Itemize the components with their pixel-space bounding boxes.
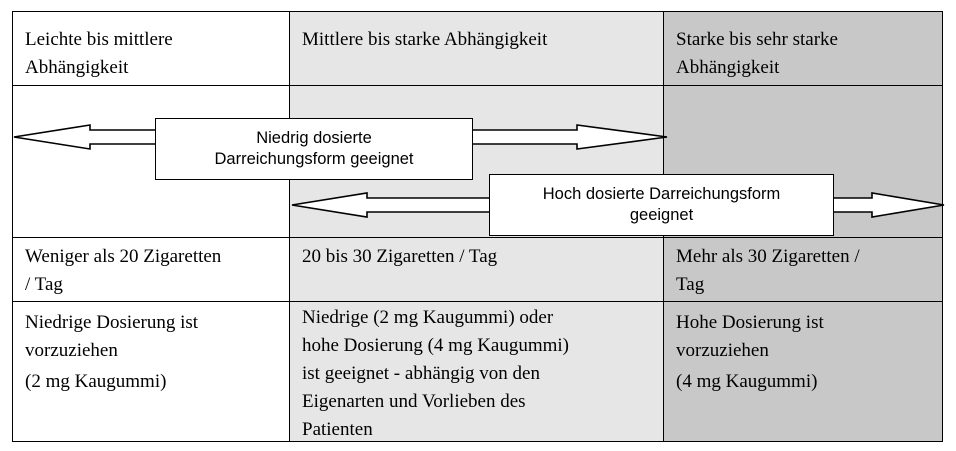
cigarettes-strong-line2: Tag — [676, 274, 705, 295]
dosage-strong-line2: vorzuziehen — [676, 340, 769, 361]
header-strong-line2: Abhängigkeit — [676, 57, 780, 78]
header-light-line1: Leichte bis mittlere — [25, 29, 173, 50]
dosage-strong-line3: (4 mg Kaugummi) — [676, 371, 818, 392]
dosage-medium-line2: hohe Dosierung (4 mg Kaugummi) — [302, 335, 570, 356]
cigarettes-strong-line1: Mehr als 30 Zigaretten / — [676, 246, 860, 267]
header-medium-text: Mittlere bis starke Abhängigkeit — [302, 29, 548, 50]
high-dose-label-line1: Hoch dosierte Darreichungsform — [542, 185, 781, 203]
dosage-light-line2: vorzuziehen — [25, 340, 118, 361]
dosage-medium-line4: Eigenarten und Vorlieben des — [302, 391, 526, 412]
dosage-medium-line3: ist geeignet - abhängig von den — [302, 363, 540, 384]
dosage-medium-line5: Patienten — [302, 419, 373, 440]
low-dose-label-line1: Niedrig dosierte — [256, 129, 372, 147]
low-dose-label-line2: Darreichungsform geeignet — [214, 150, 414, 168]
header-light-line2: Abhängigkeit — [25, 57, 129, 78]
high-dose-label-line2: geeignet — [629, 206, 694, 224]
high-dose-label — [489, 174, 834, 236]
header-strong-line1: Starke bis sehr starke — [676, 29, 838, 50]
dosage-medium-line1: Niedrige (2 mg Kaugummi) oder — [302, 307, 554, 328]
cigarettes-light-line2: / Tag — [25, 274, 63, 295]
dosage-light-line3: (2 mg Kaugummi) — [25, 371, 167, 392]
dosage-strong-line1: Hohe Dosierung ist — [676, 312, 824, 333]
cigarettes-medium-text: 20 bis 30 Zigaretten / Tag — [302, 246, 498, 267]
low-dose-label — [155, 118, 473, 180]
cigarettes-light-line1: Weniger als 20 Zigaretten — [25, 246, 222, 267]
dosage-light-line1: Niedrige Dosierung ist — [25, 312, 199, 333]
